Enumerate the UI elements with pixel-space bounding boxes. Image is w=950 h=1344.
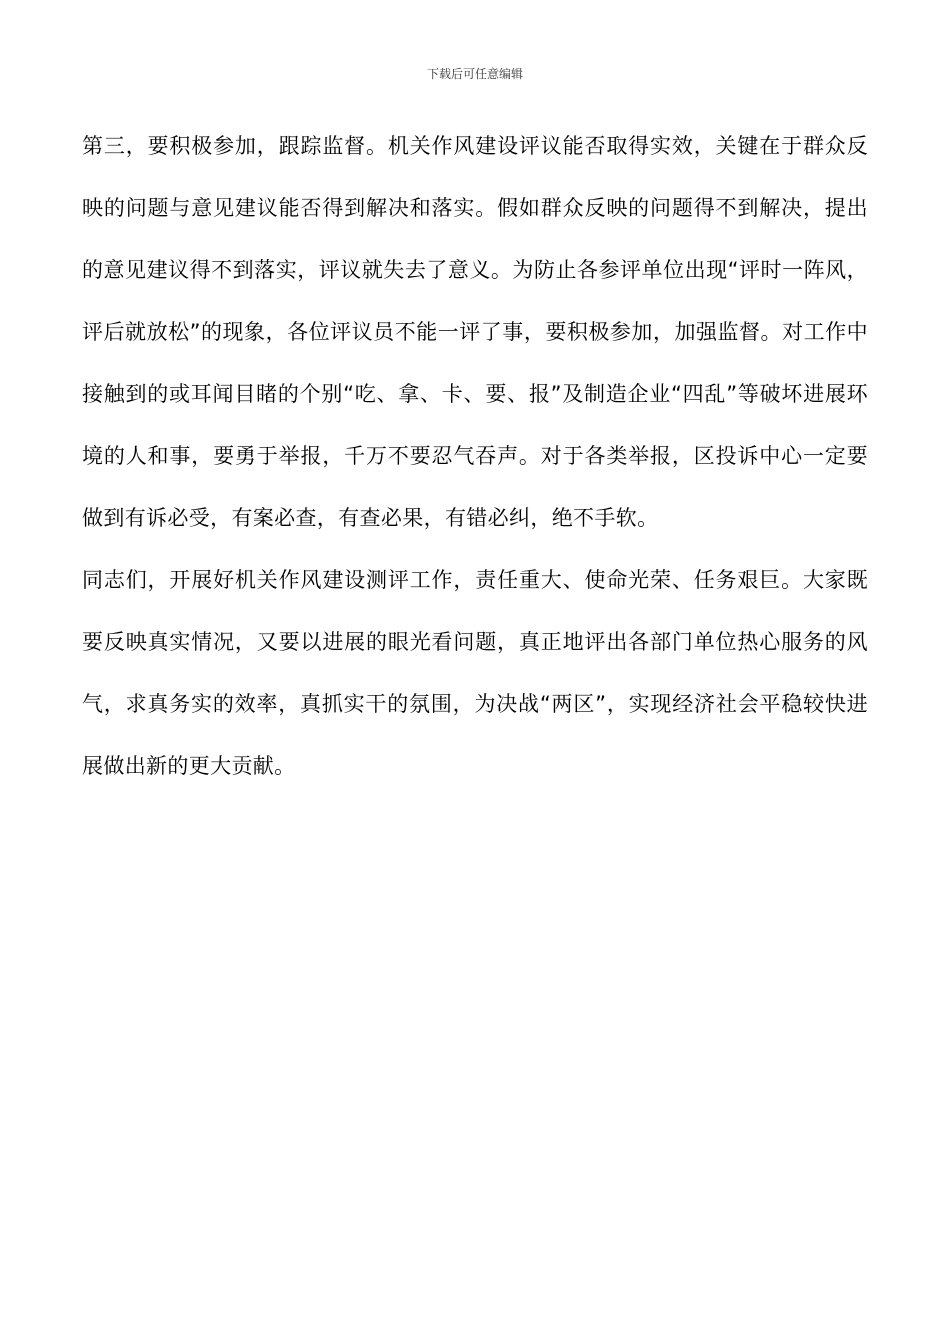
paragraph-closing: 同志们，开展好机关作风建设测评工作，责任重大、使命光荣、任务艰巨。大家既要反映真实情况，又要以进展的眼光看问题，真正地评出各部门单位热心服务的风气，求真务实的效率，真抓实干的氛围，为决战“两区”，实现经济社会平稳较快进展做出新的更大贡献。	[82, 568, 868, 778]
paragraph-supervision: 第三，要积极参加，跟踪监督。机关作风建设评议能否取得实效，关键在于群众反映的问题与意见建议能否得到解决和落实。假如群众反映的问题得不到解决，提出的意见建议得不到落实，评议就失去了意义。为防止各参评单位出现“评时一阵风，评后就放松”的现象，各位评议员不能一评了事，要积极参加，加强监督。对工作中接触到的或耳闻目睹的个别“吃、拿、卡、要、报”及制造企业“四乱”等破坏进展环境的人和事，要勇于举报，千万不要忍气吞声。对于各类举报，区投诉中心一定要做到有诉必受，有案必查，有查必果，有错必纠，绝不手软。	[82, 134, 868, 530]
page-header: 下载后可任意编辑	[426, 67, 523, 81]
document-body	[82, 115, 868, 797]
